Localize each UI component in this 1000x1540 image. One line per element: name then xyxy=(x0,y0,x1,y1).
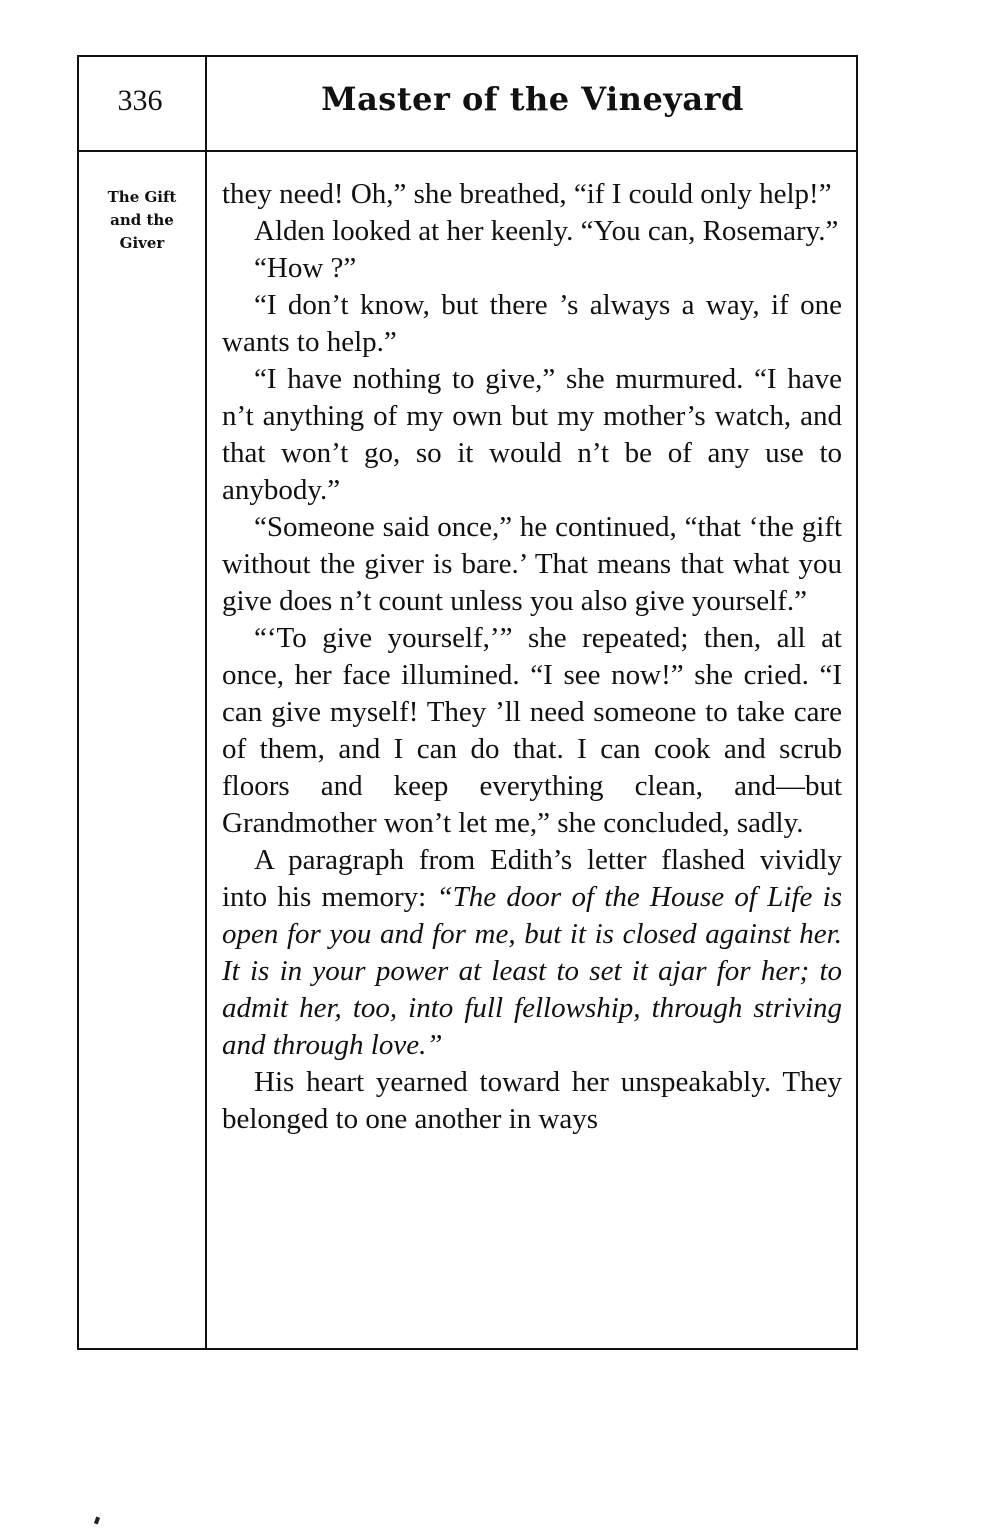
side-note-line: and the xyxy=(110,211,174,229)
side-note xyxy=(80,186,204,255)
paragraph: “I don’t know, but there ’s always a way, if one wants to help.” xyxy=(222,289,842,358)
paragraph: Alden looked at her keenly. “You can, Rosemary.” xyxy=(254,215,839,247)
body-text xyxy=(222,176,842,1138)
margin-rule xyxy=(205,55,207,1350)
paragraph: His heart yearned toward her unspeakably. They belonged to one another in ways xyxy=(222,1066,842,1135)
running-title: Master of the Vineyard xyxy=(321,80,744,118)
letter-quote: “The door of the House of Life is open for you and for me, but it is closed against her. It is in your power at least to set it ajar for her; to admit her, too, into full fellowship, through striving and through love.” xyxy=(222,881,842,1061)
page-number: 336 xyxy=(117,84,163,117)
paragraph: “How ?” xyxy=(254,252,357,284)
header-rule xyxy=(77,150,858,152)
side-note-line: The Gift xyxy=(107,188,177,206)
ink-mark xyxy=(94,1517,100,1525)
paragraph: they need! Oh,” she breathed, “if I could only help!” xyxy=(222,178,832,210)
paragraph-text: A paragraph from Edith’s letter flashed vividly into his memory: xyxy=(222,844,842,913)
side-note-line: Giver xyxy=(119,234,165,252)
paragraph: “I have nothing to give,” she murmured. “I have n’t anything of my own but my mother’s watch, and that won’t go, so it would n’t be of any use to anybody.” xyxy=(222,363,842,506)
paragraph xyxy=(222,842,842,1064)
paragraph: “‘To give yourself,’” she repeated; then, all at once, her face illumined. “I see now!” she cried. “I can give myself! They ’ll need someone to take care of them, and I can do that. I can cook and scrub floors and keep everything clean, and—but Grandmother won’t let me,” she concluded, sadly. xyxy=(222,622,842,839)
paragraph: “Someone said once,” he continued, “that ‘the gift without the giver is bare.’ That means that what you give does n’t count unless you also give yourself.” xyxy=(222,511,842,617)
